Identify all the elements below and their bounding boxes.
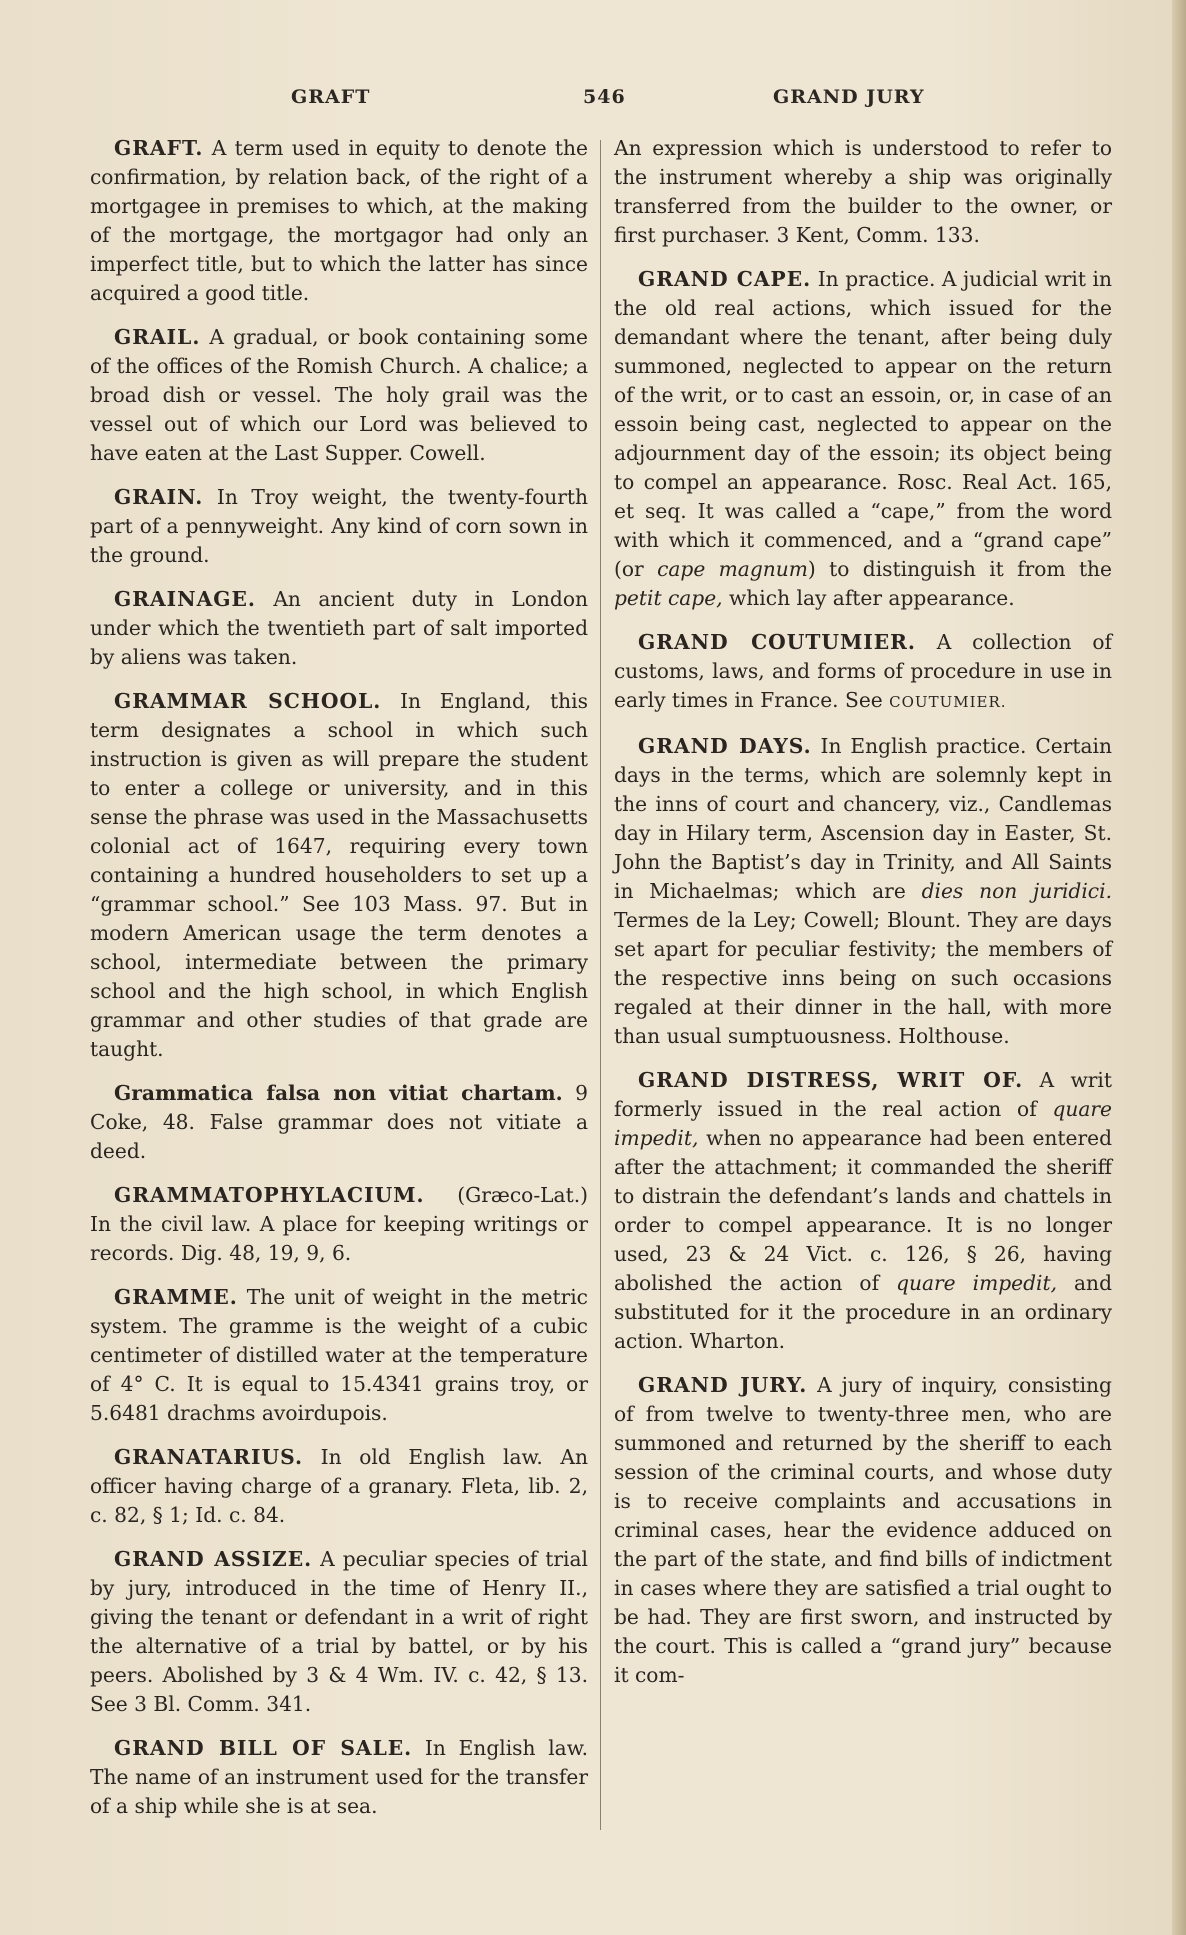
entry-grail [90,323,588,468]
italic-term: cape magnum [657,557,808,581]
entry-definition: A peculiar species of trial by jury, introduced in the time of Henry II., giving the tenant or defendant in a writ of right the alternative of a trial by battel, or by his peers. Abolished by 3 & 4 Wm. IV. c. 42, § 13. See 3 Bl. Comm. 341. [90,1547,588,1716]
entry-definition: A writ formerly issued in the real action of [614,1068,1112,1121]
entry-definition: In Troy weight, the twenty-fourth part of a pennyweight. Any kind of corn sown in the ground. [90,485,588,567]
entry-definition: when no appearance had been entered after the attachment; it commanded the sheriff to distrain the defendant’s lands and chattels in order to compel appearance. It is no longer used, 23 & 24 Vict. c. 126, § 26, having abolished the action of [614,1126,1112,1295]
left-column [90,134,588,1834]
entry-grand-coutumier [614,628,1112,717]
entry-headword: GRAND DAYS. [638,734,812,758]
entry-grainage [90,585,588,672]
entry-grand-assize [90,1545,588,1719]
entry-definition: A jury of inquiry, consisting of from twelve to twenty-three men, who are summoned and returned by the sheriff to each session of the criminal courts, and whose duty is to receive complaints and accusations in criminal cases, hear the evidence adduced on the part of the state, and find bills of indictment in cases where they are satisfied a trial ought to be had. They are first sworn, and instructed by the court. This is called a “grand jury” because it com- [614,1373,1112,1687]
entry-gramme [90,1283,588,1428]
entry-grammatophylacium [90,1181,588,1268]
entry-headword: GRAND ASSIZE. [114,1547,313,1571]
entry-definition: A collection of customs, laws, and forms of procedure in use in early times in France. See [614,630,1112,712]
header-right-guide-word: GRAND JURY [773,86,925,108]
entry-headword: GRAND CAPE. [638,267,812,291]
entry-headword: GRAMME. [114,1285,238,1309]
cross-reference: COUTUMIER. [889,693,1007,711]
entry-definition: An ancient duty in London under which the twentieth part of salt imported by aliens was taken. [90,587,588,669]
header-left-guide-word: GRAFT [291,86,371,108]
entry-definition: In English practice. Certain days in the terms, which are solemnly kept in the inns of court and chancery, viz., Candlemas day in Hilary term, Ascension day in Easter, St. John the Baptist’s day in Trinity, and All Saints in Michaelmas; which are [614,734,1112,903]
entry-headword: GRAINAGE. [114,587,256,611]
entry-definition: which lay after appearance. [722,586,1015,610]
entry-grand-days [614,732,1112,1051]
column-divider [600,140,601,1830]
entry-definition: Termes de la Ley; Cowell; Blount. They are days set apart for peculiar festivity; the members of the respective inns being on such occasions regaled at their dinner in the hall, with more than usual sumptuousness. Holthouse. [614,908,1112,1048]
entry-headword: GRAMMATOPHYLACIUM. [114,1183,425,1207]
entry-definition: A gradual, or book containing some of the offices of the Romish Church. A chalice; a broad dish or vessel. The holy grail was the vessel out of which our Lord was believed to have eaten at the Last Supper. Cowell. [90,325,588,465]
entry-grand-jury [614,1371,1112,1690]
entry-grand-distress-writ [614,1066,1112,1356]
page-number: 546 [583,86,626,108]
entry-headword: GRAIL. [114,325,201,349]
page-spine-edge [1172,0,1186,1935]
entry-definition: In English law. The name of an instrument used for the transfer of a ship while she is at sea. [90,1736,588,1818]
entry-headword: GRAMMAR SCHOOL. [114,689,382,713]
italic-term: quare impedit, [614,1097,1112,1150]
entry-granatarius [90,1443,588,1530]
entry-grammar-school [90,687,588,1064]
entry-headword: GRANATARIUS. [114,1445,303,1469]
entry-grand-cape [614,265,1112,613]
entry-definition: (Græco-Lat.) In the civil law. A place for keeping writings or records. Dig. 48, 19, 9, 6. [90,1183,588,1265]
running-header [0,86,1186,116]
entry-definition: ) to distinguish it from the [807,557,1112,581]
italic-term: petit cape, [614,586,723,610]
entry-headword: GRAND DISTRESS, WRIT OF. [638,1068,1024,1092]
entry-grand-bill-of-sale [90,1734,588,1821]
entry-headword: GRAND BILL OF SALE. [114,1736,413,1760]
entry-grammatica-maxim [90,1079,588,1166]
entry-headword: GRAND JURY. [638,1373,808,1397]
entry-grand-bill-of-sale-continued: An expression which is understood to refer to the instrument whereby a ship was originally transferred from the builder to the owner, or first purchaser. 3 Kent, Comm. 133. [614,136,1112,247]
entry-definition: In England, this term designates a school in which such instruction is given as will prepare the student to enter a college or university, and in this sense the phrase was used in the Massachusetts colonial act of 1647, requiring every town containing a hundred householders to set up a “grammar school.” See 103 Mass. 97. But in modern American usage the term denotes a school, intermediate between the primary school and the high school, in which English grammar and other studies of that grade are taught. [90,689,588,1061]
entry-definition: In old English law. An officer having charge of a granary. Fleta, lib. 2, c. 82, § 1; Id. c. 84. [90,1445,588,1527]
italic-term: quare impedit, [896,1271,1058,1295]
italic-term: dies non juridici. [921,879,1112,903]
entry-definition: In practice. A judicial writ in the old real actions, which issued for the demandant where the tenant, after being duly summoned, neglected to appear on the return of the writ, or to cast an essoin, or, in case of an essoin being cast, neglected to appear on the adjournment day of the essoin; its object being to compel an appearance. Rosc. Real Act. 165, et seq. It was called a “cape,” from the word with which it commenced, and a “grand cape” (or [614,267,1113,581]
entry-graft [90,134,588,308]
latin-maxim: Grammatica falsa non vitiat chartam. [114,1081,563,1105]
entry-definition: The unit of weight in the metric system. The gramme is the weight of a cubic centimeter of distilled water at the temperature of 4° C. It is equal to 15.4341 grains troy, or 5.6481 drachms avoirdupois. [90,1285,588,1425]
entry-definition: and substituted for it the procedure in an ordinary action. Wharton. [614,1271,1112,1353]
entry-headword: GRAIN. [114,485,204,509]
entry-definition: A term used in equity to denote the confirmation, by relation back, of the right of a mortgagee in premises to which, at the making of the mortgage, the mortgagor had only an imperfect title, but to which the latter has since acquired a good title. [90,136,588,305]
entry-headword: GRAFT. [114,136,204,160]
entry-grain [90,483,588,570]
entry-headword: GRAND COUTUMIER. [638,630,916,654]
right-column [614,134,1112,1834]
entry-definition: 9 Coke, 48. False grammar does not vitiate a deed. [90,1081,589,1163]
